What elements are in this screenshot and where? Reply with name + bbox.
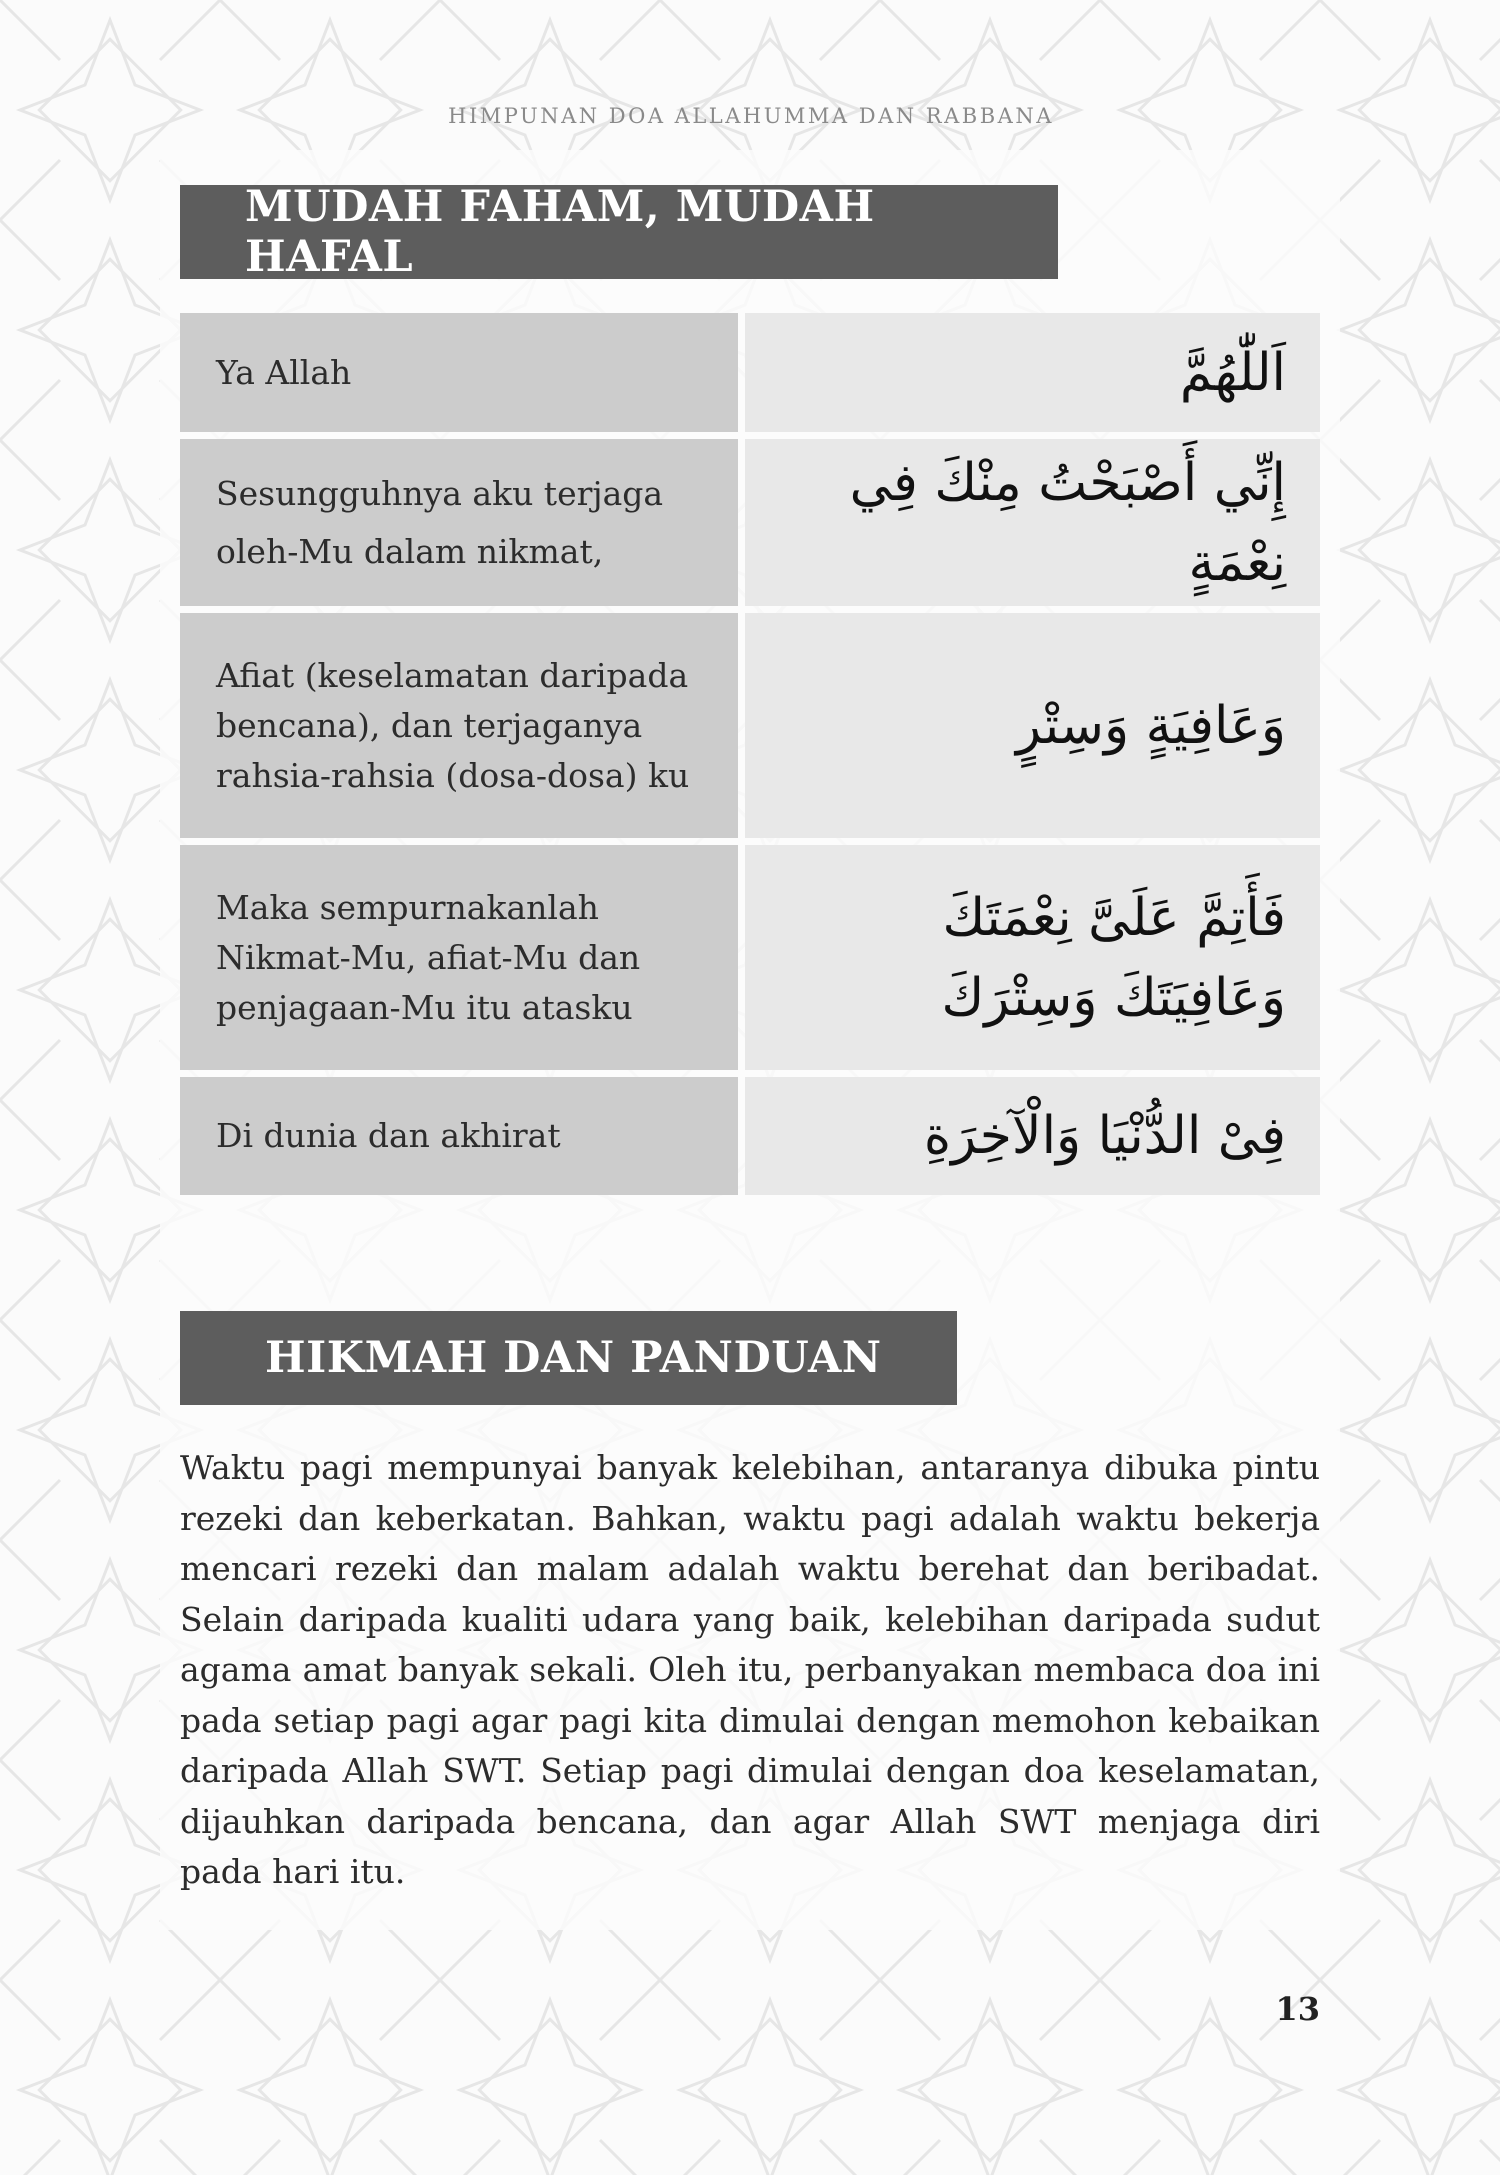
table-row <box>180 613 1320 838</box>
arabic-cell: اَللّٰهُمَّ <box>745 313 1320 432</box>
translation-cell: Sesungguhnya aku terjaga oleh-Mu dalam nikmat, <box>180 439 738 606</box>
arabic-cell: فَأَتِمَّ عَلَىَّ نِعْمَتَكَ وَعَافِيَتَكَ وَسِتْرَكَ <box>745 845 1320 1070</box>
translation-cell: Di dunia dan akhirat <box>180 1077 738 1195</box>
arabic-cell: فِىْ الدُّنْيَا وَالْآخِرَةِ <box>745 1077 1320 1195</box>
body-paragraph: Waktu pagi mempunyai banyak kelebihan, antaranya dibuka pintu rezeki dan keberkatan. Bahkan, waktu pagi adalah waktu bekerja mencari rezeki dan malam adalah waktu berehat dan beribadat. Selain daripada kualiti udara yang baik, kelebihan daripada sudut agama amat banyak sekali. Oleh itu, perbanyakan membaca doa ini pada setiap pagi agar pagi kita dimulai dengan memohon kebaikan daripada Allah SWT. Setiap pagi dimulai dengan doa keselamatan, dijauhkan daripada bencana, dan agar Allah SWT menjaga diri pada hari itu. <box>180 1448 1320 1891</box>
translation-cell: Afiat (keselamatan daripada bencana), dan terjaganya rahsia-rahsia (dosa-dosa) ku <box>180 613 738 838</box>
arabic-cell: إِنِّي أَصْبَحْتُ مِنْكَ فِي نِعْمَةٍ <box>745 439 1320 606</box>
translation-cell: Maka sempurnakanlah Nikmat-Mu, afiat-Mu dan penjagaan-Mu itu atasku <box>180 845 738 1070</box>
translation-table <box>180 313 1320 1202</box>
running-header: HIMPUNAN DOA ALLAHUMMA DAN RABBANA <box>448 104 1054 128</box>
section-title-hikmah: HIKMAH DAN PANDUAN <box>180 1311 957 1405</box>
page-number: 13 <box>1275 1990 1320 2028</box>
table-row <box>180 1077 1320 1195</box>
table-row <box>180 439 1320 606</box>
arabic-cell: وَعَافِيَةٍ وَسِتْرٍ <box>745 613 1320 838</box>
section-title-mudah-faham: MUDAH FAHAM, MUDAH HAFAL <box>180 185 1058 279</box>
table-row <box>180 845 1320 1070</box>
table-row <box>180 313 1320 432</box>
translation-cell: Ya Allah <box>180 313 738 432</box>
